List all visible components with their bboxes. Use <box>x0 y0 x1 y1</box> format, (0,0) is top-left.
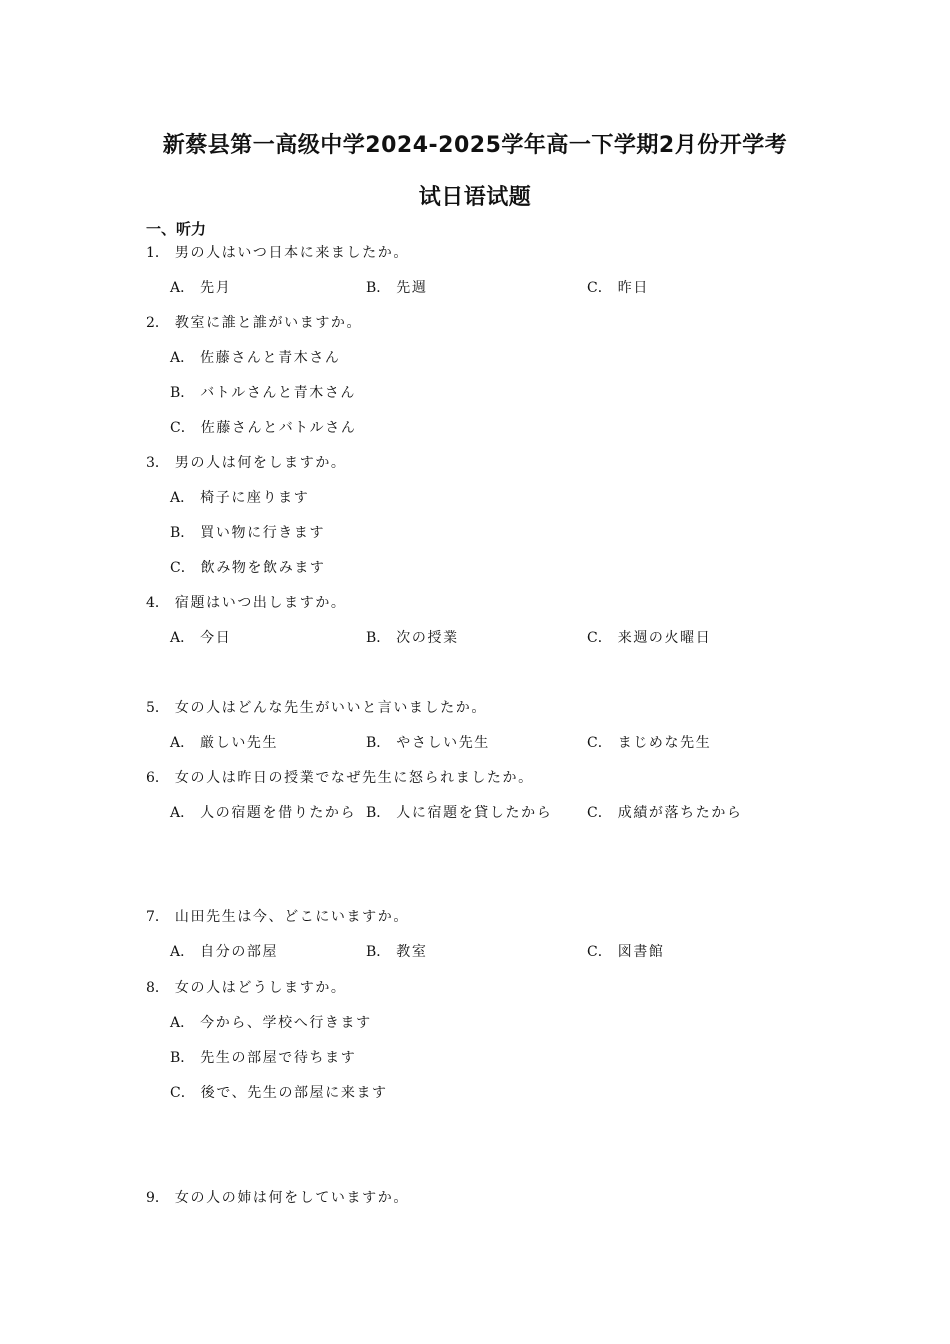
question-4-option-b <box>366 628 459 648</box>
question-1-option-c <box>587 278 649 298</box>
question-6 <box>146 768 534 788</box>
question-4-option-a <box>170 628 231 648</box>
question-2-option-b <box>170 383 356 403</box>
question-number: 2． <box>146 315 169 331</box>
question-5-option-a <box>170 733 278 753</box>
option-letter: C． <box>587 735 612 751</box>
option-letter: B． <box>170 385 195 401</box>
section-heading-listening: 一、听力 <box>146 220 207 238</box>
question-number: 7． <box>146 909 169 925</box>
question-5-option-c <box>587 733 711 753</box>
option-text: まじめな先生 <box>617 735 712 751</box>
option-text: 図書館 <box>617 944 665 960</box>
question-4-option-c <box>587 628 711 648</box>
question-5-option-b <box>366 733 490 753</box>
option-letter: A． <box>170 280 195 296</box>
question-number: 6． <box>146 770 169 786</box>
option-letter: B． <box>170 1050 195 1066</box>
option-text: 先生の部屋で待ちます <box>200 1050 357 1066</box>
option-letter: A． <box>170 944 195 960</box>
option-letter: A． <box>170 490 195 506</box>
option-text: 先月 <box>200 280 232 296</box>
option-text: 次の授業 <box>396 630 459 646</box>
question-1 <box>146 243 409 263</box>
option-letter: B． <box>366 735 391 751</box>
question-8-option-c <box>170 1083 388 1103</box>
option-text: 人の宿題を借りたから <box>200 805 357 821</box>
question-4 <box>146 593 347 613</box>
option-letter: B． <box>170 525 195 541</box>
option-text: 来週の火曜日 <box>617 630 712 646</box>
question-number: 1． <box>146 245 169 261</box>
question-text: 女の人の姉は何をしていますか。 <box>174 1190 409 1206</box>
question-3-option-a <box>170 488 309 508</box>
question-3-option-c <box>170 558 326 578</box>
option-text: 自分の部屋 <box>200 944 279 960</box>
question-number: 8． <box>146 980 169 996</box>
question-3 <box>146 453 347 473</box>
exam-title-line-1: 新蔡县第一高级中学2024-2025学年高一下学期2月份开学考 <box>162 133 788 158</box>
question-2 <box>146 313 362 333</box>
question-2-option-c <box>170 418 356 438</box>
question-7-option-a <box>170 942 278 962</box>
option-text: 飲み物を飲みます <box>200 560 326 576</box>
question-text: 宿題はいつ出しますか。 <box>174 595 347 611</box>
question-5 <box>146 698 487 718</box>
option-text: 成績が落ちたから <box>617 805 743 821</box>
option-letter: B． <box>366 630 391 646</box>
option-letter: B． <box>366 805 391 821</box>
option-letter: C． <box>170 560 195 576</box>
question-number: 9． <box>146 1190 169 1206</box>
question-8-option-a <box>170 1013 372 1033</box>
question-text: 男の人はいつ日本に来ましたか。 <box>174 245 409 261</box>
option-letter: C． <box>587 944 612 960</box>
question-6-option-b <box>366 803 552 823</box>
question-2-option-a <box>170 348 341 368</box>
option-text: 買い物に行きます <box>200 525 326 541</box>
option-text: 椅子に座ります <box>200 490 310 506</box>
question-6-option-a <box>170 803 356 823</box>
question-number: 4． <box>146 595 169 611</box>
option-letter: C． <box>170 420 195 436</box>
question-7-option-b <box>366 942 428 962</box>
question-9 <box>146 1188 409 1208</box>
option-text: 人に宿題を貸したから <box>396 805 553 821</box>
question-text: 女の人は昨日の授業でなぜ先生に怒られましたか。 <box>174 770 534 786</box>
question-7-option-c <box>587 942 665 962</box>
question-6-option-c <box>587 803 743 823</box>
question-number: 5． <box>146 700 169 716</box>
option-text: バトルさんと青木さん <box>200 385 357 401</box>
option-text: 佐藤さんと青木さん <box>200 350 341 366</box>
option-letter: C． <box>587 630 612 646</box>
question-8 <box>146 978 347 998</box>
question-1-option-a <box>170 278 231 298</box>
question-text: 女の人はどんな先生がいいと言いましたか。 <box>174 700 487 716</box>
question-8-option-b <box>170 1048 356 1068</box>
question-text: 女の人はどうしますか。 <box>174 980 347 996</box>
question-number: 3． <box>146 455 169 471</box>
option-letter: B． <box>366 280 391 296</box>
option-letter: C． <box>587 280 612 296</box>
option-letter: A． <box>170 735 195 751</box>
question-7 <box>146 907 409 927</box>
question-text: 男の人は何をしますか。 <box>174 455 347 471</box>
option-letter: C． <box>170 1085 195 1101</box>
option-letter: B． <box>366 944 391 960</box>
option-letter: A． <box>170 350 195 366</box>
option-letter: A． <box>170 1015 195 1031</box>
option-letter: A． <box>170 805 195 821</box>
option-text: 佐藤さんとバトルさん <box>200 420 357 436</box>
question-1-option-b <box>366 278 428 298</box>
option-text: 今日 <box>200 630 232 646</box>
option-text: 教室 <box>396 944 428 960</box>
exam-title-line-2: 试日语试题 <box>418 185 532 210</box>
question-3-option-b <box>170 523 325 543</box>
option-text: 後で、先生の部屋に来ます <box>200 1085 388 1101</box>
option-text: 厳しい先生 <box>200 735 279 751</box>
question-text: 教室に誰と誰がいますか。 <box>174 315 363 331</box>
option-text: 先週 <box>396 280 428 296</box>
option-text: 昨日 <box>617 280 649 296</box>
option-letter: A． <box>170 630 195 646</box>
option-text: 今から、学校へ行きます <box>200 1015 372 1031</box>
option-letter: C． <box>587 805 612 821</box>
option-text: やさしい先生 <box>396 735 490 751</box>
question-text: 山田先生は今、どこにいますか。 <box>174 909 409 925</box>
